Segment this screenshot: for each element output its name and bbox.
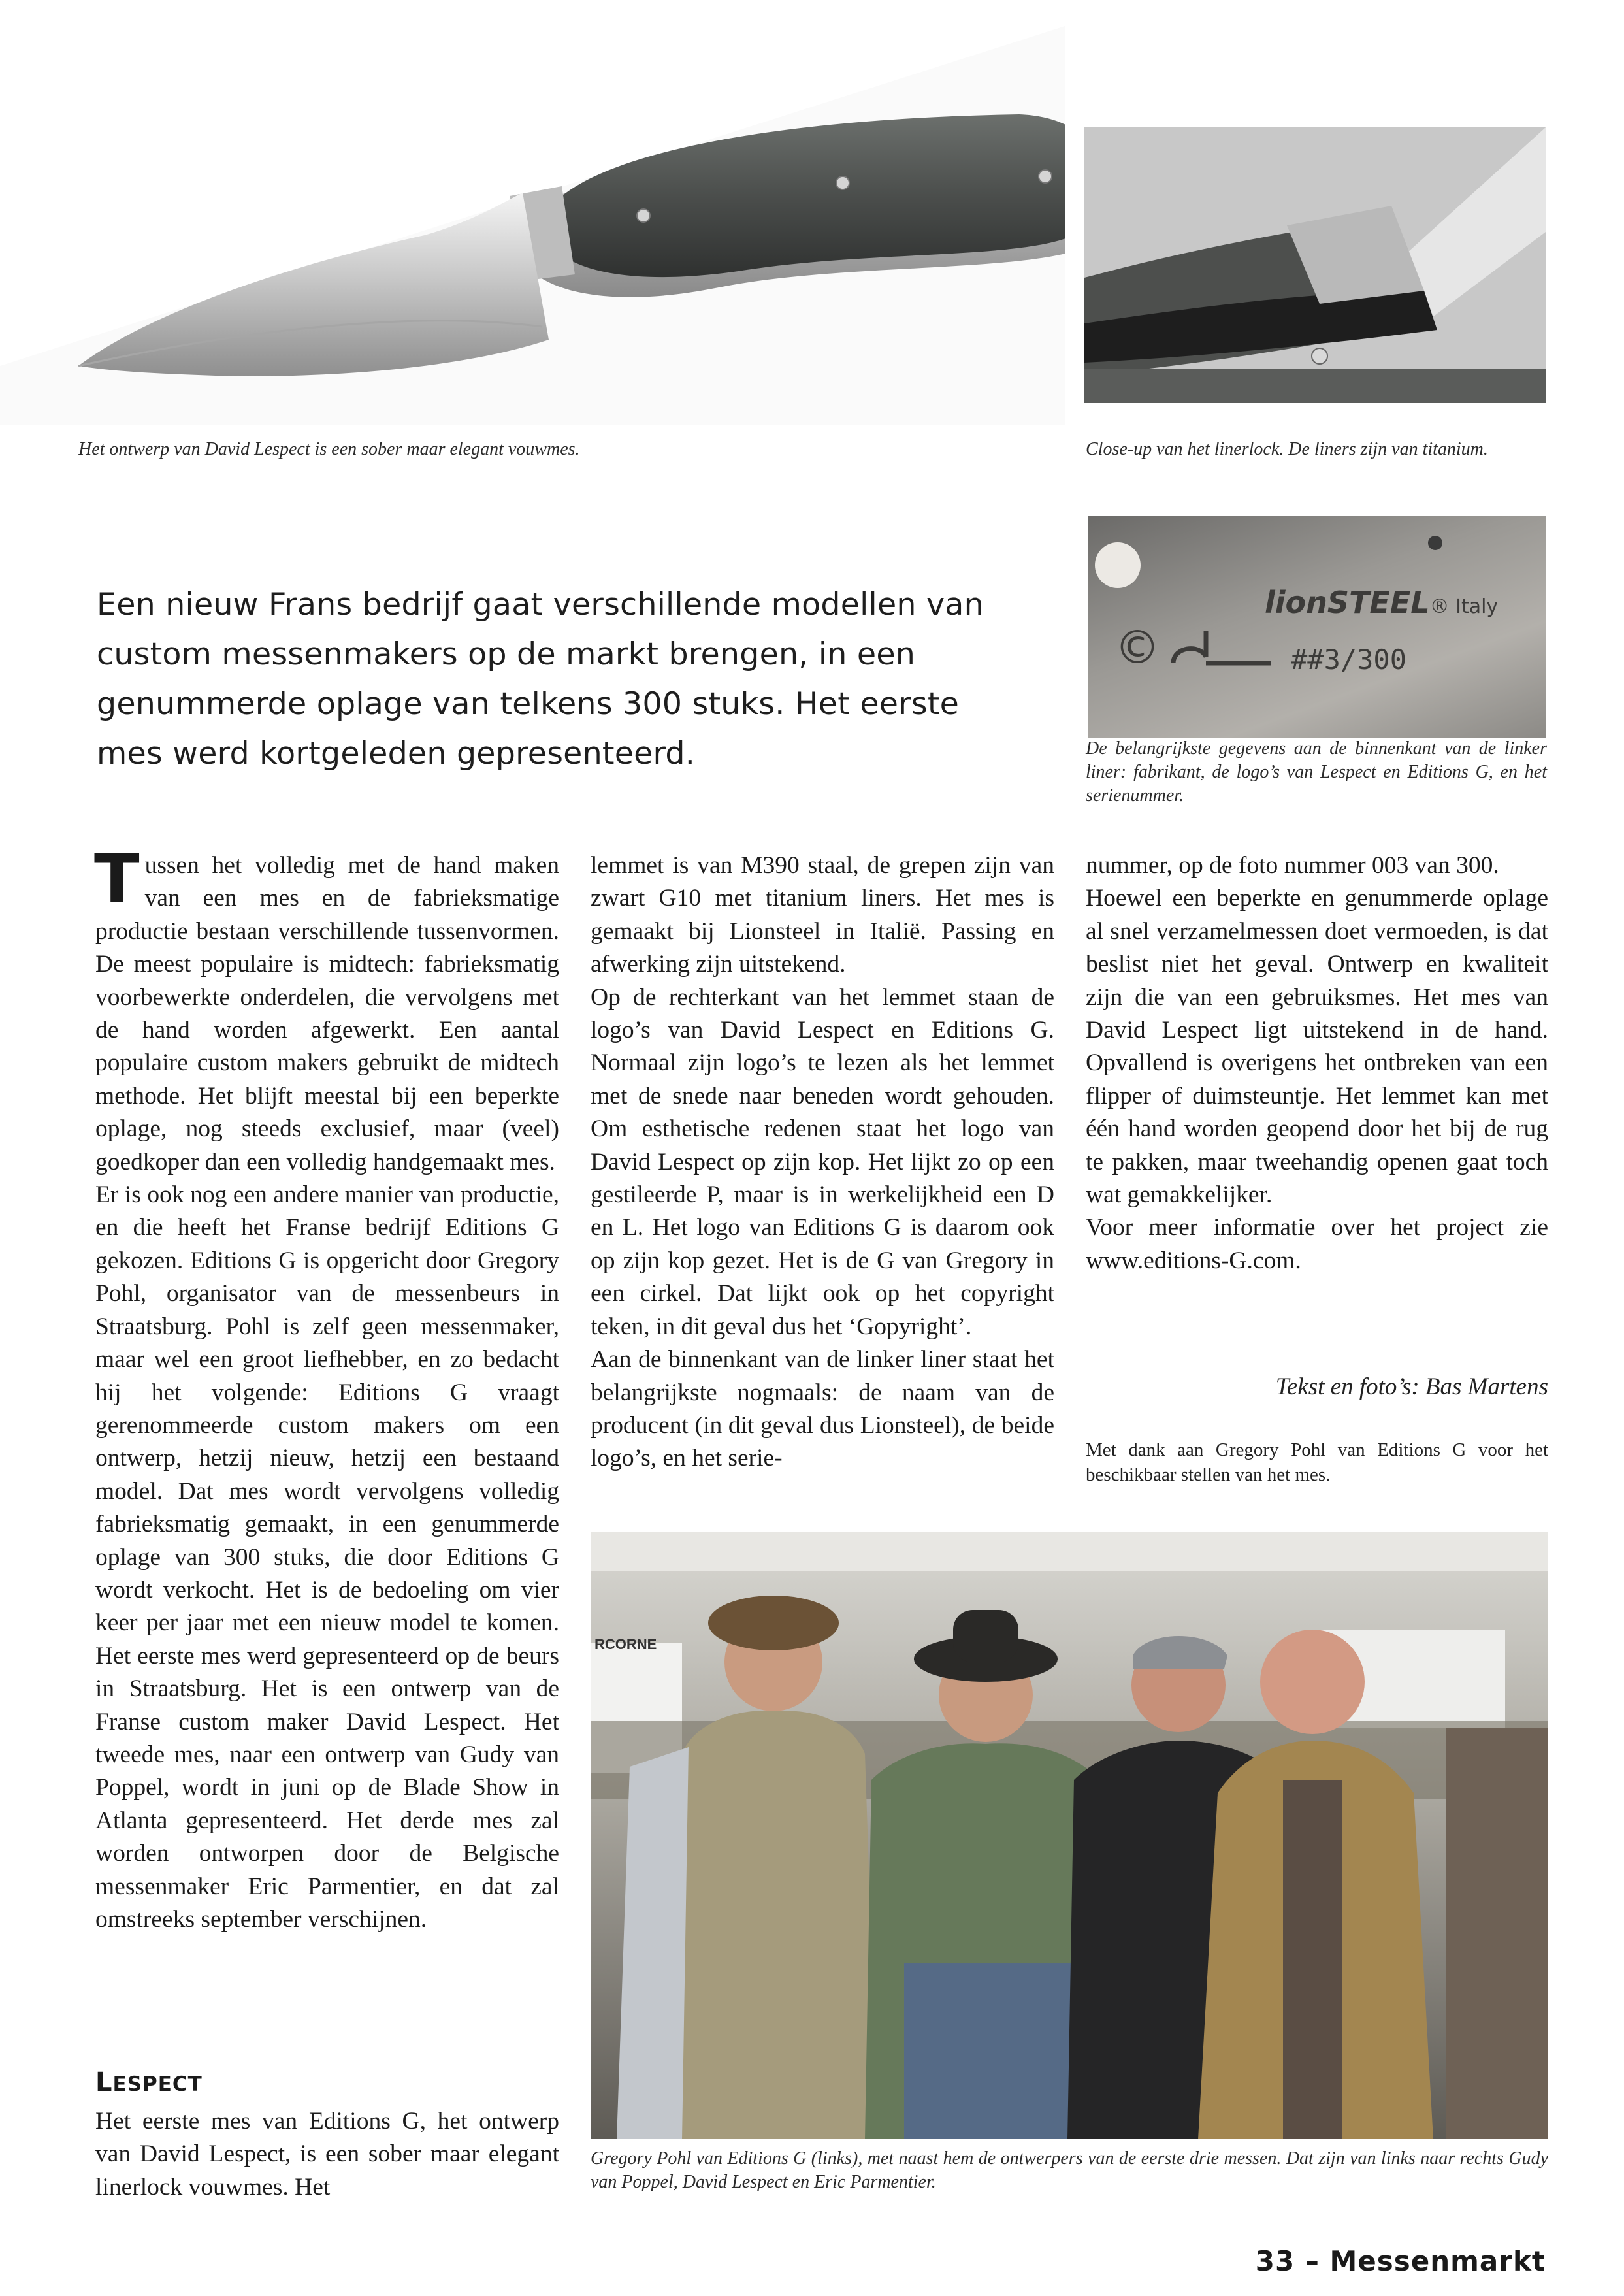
col2-paragraph-3: Aan de binnenkant van de linker liner staat het belangrijkste nogmaals: de naam van de producent (in dit geval dus Lionsteel), de beide logo’s, en het serie- xyxy=(591,1346,1054,1472)
lespect-logo-engraving xyxy=(1167,627,1278,673)
col3-paragraph-1: nummer, op de foto nummer 003 van 300. xyxy=(1086,852,1499,879)
liner-brand-suffix: ® Italy xyxy=(1429,595,1499,618)
section-heading-cap: L xyxy=(95,2067,113,2097)
section-heading-rest: ESPECT xyxy=(112,2073,203,2096)
intro-lead: Een nieuw Frans bedrijf gaat verschillende modellen van custom messenmakers op de markt brengen, in een genummerde oplage van telkens 300 stuks. Het eerste mes werd kortgeleden gepresenteerd. xyxy=(97,587,984,772)
group-photo-sign: RCORNE xyxy=(594,1636,657,1652)
page-number: 33 xyxy=(1255,2245,1295,2277)
knife-hero-photo xyxy=(0,0,1065,425)
group-photo-scene xyxy=(591,1532,1548,2139)
footer-separator: – xyxy=(1305,2245,1320,2277)
col1-paragraph-3: Het eerste mes van Editions G, het ontwerp van David Lespect, is een sober maar elegant linerlock vouwmes. Het xyxy=(95,2108,559,2201)
col2-paragraph-1: lemmet is van M390 staal, de grepen zijn van zwart G10 met titanium liners. Het mes is gemaakt bij Lionsteel in Italië. Passing en afwerking zijn uitstekend. xyxy=(591,852,1054,978)
drop-cap: T xyxy=(94,840,140,918)
group-photo xyxy=(591,1532,1548,2139)
col2-paragraph-2: Op de rechterkant van het lemmet staan de logo’s van David Lespect en Editions G. Normaal zijn logo’s te lezen als het lemmet met de snede naar beneden wordt gehouden. Om esthetische redenen staat het logo van David Lespect op zijn kop. Het lijkt zo op een gestileerde P, maar is in werkelijkheid een D en L. Het logo van Editions G is daarom ook op zijn kop gezet. Het is de G van Gregory in een cirkel. Dat lijkt ook op het copyright teken, in dit geval dus het ‘Gopyright’. xyxy=(591,983,1054,1340)
column-1-bottom xyxy=(95,2105,559,2204)
liner-pin-hole xyxy=(1428,536,1442,550)
col3-paragraph-3: Voor meer informatie over het project zie www.editions-G.com. xyxy=(1086,1214,1548,1274)
column-2 xyxy=(591,849,1054,1475)
liner-copyright-logo: © xyxy=(1114,621,1160,674)
magazine-name: Messenmarkt xyxy=(1329,2245,1546,2277)
liner-serial: ##3/300 xyxy=(1291,644,1407,676)
column-3 xyxy=(1086,849,1548,1277)
liner-engraving-photo xyxy=(1088,516,1546,738)
col3-paragraph-2: Hoewel een beperkte en genummerde oplage al snel verzamelmessen doet vermoeden, is dat beslist niet het geval. Ontwerp en kwaliteit zijn die van een gebruiksmes. Het mes van David Lespect ligt uitstekend in de hand. Opvallend is overigens het ontbreken van een flipper of duimsteuntje. Het lemmet kan met één hand worden geopend door het bij de rug te pakken, maar tweehandig openen gaat toch wat gemakkelijker. xyxy=(1086,885,1548,1209)
linerlock-closeup-photo xyxy=(1084,127,1546,403)
liner-photo-caption: De belangrijkste gegevens aan de binnenkant van de linker liner: fabrikant, de logo’s van Lespect en Editions G, en het serienummer. xyxy=(1086,738,1547,806)
col1-paragraph-1: ussen het volledig met de hand maken van een mes en de fabrieksmatige productie bestaan verschillende tussenvormen. De meest populaire is midtech: fabrieksmatig voorbewerkte onderdelen, die vervolgens met de hand worden afgewerkt. Een aantal populaire custom makers gebruikt de midtech methode. Het blijft meestal bij een beperkte oplage, nog steeds exclusief, maar (veel) goedkoper dan een volledig handgemaakt mes. xyxy=(95,852,559,1175)
page-footer xyxy=(1176,2245,1546,2277)
group-photo-caption: Gregory Pohl van Editions G (links), met naast hem de ontwerpers van de eerste drie messen. Dat zijn van links naar rechts Gudy van Poppel, David Lespect en Eric Parmentier. xyxy=(591,2148,1548,2192)
column-1 xyxy=(94,840,559,1936)
acknowledgement: Met dank aan Gregory Pohl van Editions G voor het beschikbaar stellen van het mes. xyxy=(1086,1439,1548,1485)
liner-brand: lionSTEEL xyxy=(1265,585,1430,620)
col1-paragraph-2: Er is ook nog een andere manier van productie, en die heeft het Franse bedrijf Editions G gekozen. Editions G is opgericht door Gregory Pohl, organisator van de messenbeurs in Straatsburg. Pohl is zelf geen messenmaker, maar wel een groot liefhebber, en zo bedacht hij het volgende: Editions G vraagt gerenommeerde custom makers om een ontwerp, hetzij nieuw, hetzij een bestaand model. Dat mes wordt vervolgens volledig fabrieksmatig gemaakt, in een genummerde oplage van 300 stuks, die door Editions G wordt verkocht. Het is de bedoeling om vier keer per jaar met een nieuw model te komen. Het eerste mes werd gepresenteerd op de beurs in Straatsburg. Het is een ontwerp van de Franse custom maker David Lespect. Het tweede mes, naar een ontwerp van Gudy van Poppel, wordt in juni op de Blade Show in Atlanta gepresenteerd. Het derde mes zal worden ontworpen door de Belgische messenmaker Eric Parmentier, en dat zal omstreeks september verschijnen. xyxy=(95,1181,559,1933)
hero-photo-caption: Het ontwerp van David Lespect is een sober maar elegant vouwmes. xyxy=(78,439,580,459)
author-credit: Tekst en foto’s: Bas Martens xyxy=(1275,1373,1548,1400)
liner-hole xyxy=(1095,542,1141,588)
section-heading-lespect xyxy=(95,2067,203,2097)
closeup-photo-caption: Close-up van het linerlock. De liners zijn van titanium. xyxy=(1086,439,1488,459)
